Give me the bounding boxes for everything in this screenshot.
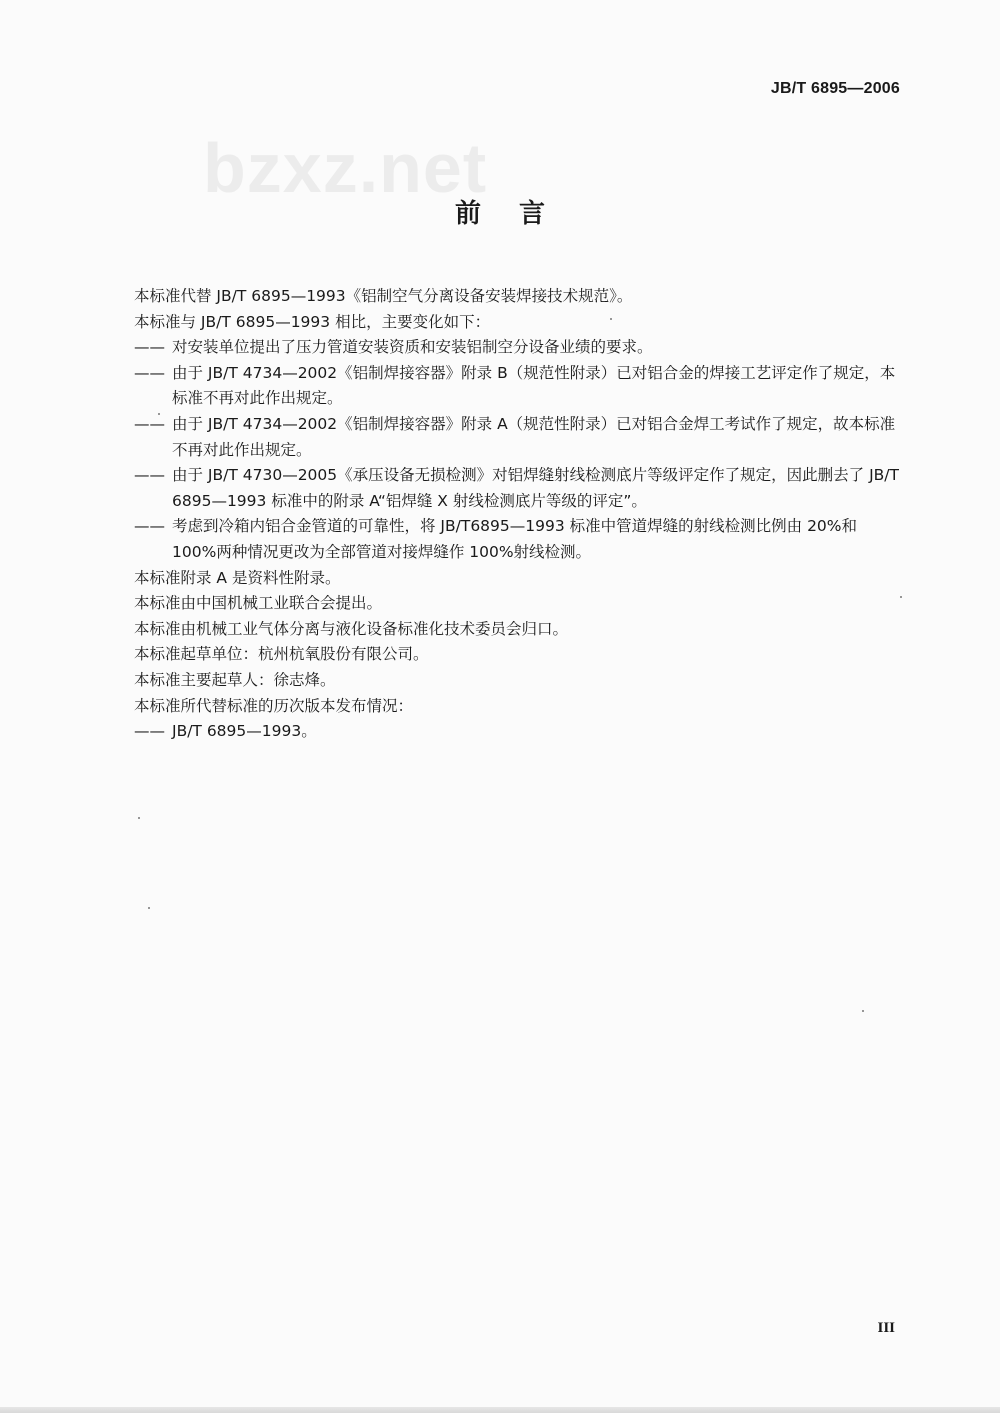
title-char-2: 言 bbox=[519, 199, 546, 229]
change-item bbox=[134, 514, 904, 565]
change-item-text: 由于 JB/T 4734—2002《铝制焊接容器》附录 A（规范性附录）已对铝合金焊工考试作了规定，故本标准不再对此作出规定。 bbox=[172, 414, 896, 459]
dash-marker: —— bbox=[134, 722, 165, 741]
foreword-body bbox=[134, 284, 904, 745]
change-item-text: 由于 JB/T 4730—2005《承压设备无损检测》对铝焊缝射线检测底片等级评定作了规定，因此删去了 JB/T 6895—1993 标准中的附录 A“铝焊缝 X 射线检测底片等级的评定”。 bbox=[172, 466, 899, 510]
scan-speck bbox=[158, 413, 160, 415]
scan-speck bbox=[138, 817, 140, 819]
change-item-text: 对安装单位提出了压力管道安装资质和安装铝制空分设备业绩的要求。 bbox=[172, 338, 653, 357]
dash-marker: —— bbox=[134, 466, 165, 485]
change-item-text: 考虑到冷箱内铝合金管道的可靠性，将 JB/T6895—1993 标准中管道焊缝的射线检测比例由 20%和 100%两种情况更改为全部管道对接焊缝作 100%射线检测。 bbox=[172, 517, 858, 561]
change-item bbox=[134, 335, 904, 361]
watermark: bzxz.net bbox=[203, 129, 488, 207]
paragraph-replaces: 本标准代替 JB/T 6895—1993《铝制空气分离设备安装焊接技术规范》。 bbox=[134, 287, 633, 305]
change-item-text: 由于 JB/T 4734—2002《铝制焊接容器》附录 B（规范性附录）已对铝合金的焊接工艺评定作了规定，本标准不再对此作出规定。 bbox=[172, 363, 896, 408]
change-item bbox=[134, 361, 904, 412]
note-appendix: 本标准附录 A 是资料性附录。 bbox=[134, 568, 341, 587]
note-centralized-by: 本标准由机械工业气体分离与液化设备标准化技术委员会归口。 bbox=[134, 619, 569, 638]
scan-speck bbox=[862, 1010, 864, 1012]
history-item-text: JB/T 6895—1993。 bbox=[172, 722, 317, 741]
scan-speck bbox=[900, 596, 902, 598]
document-code: JB/T 6895—2006 bbox=[770, 80, 900, 97]
history-item bbox=[134, 719, 904, 745]
dash-marker: —— bbox=[134, 414, 165, 433]
note-history-intro: 本标准所代替标准的历次版本发布情况： bbox=[134, 696, 414, 715]
title-char-1: 前 bbox=[454, 199, 481, 229]
change-item bbox=[134, 412, 904, 463]
page-number: III bbox=[877, 1320, 895, 1336]
page-title bbox=[0, 193, 1000, 230]
scan-speck bbox=[610, 318, 612, 320]
paragraph-changes-intro: 本标准与 JB/T 6895—1993 相比，主要变化如下： bbox=[134, 312, 491, 331]
note-drafting-unit: 本标准起草单位：杭州杭氧股份有限公司。 bbox=[134, 645, 429, 664]
note-drafter: 本标准主要起草人：徐志烽。 bbox=[134, 670, 336, 689]
change-item bbox=[134, 463, 904, 514]
dash-marker: —— bbox=[134, 363, 165, 382]
dash-marker: —— bbox=[134, 517, 165, 536]
scan-speck bbox=[148, 907, 150, 909]
dash-marker: —— bbox=[134, 338, 165, 357]
note-proposed-by: 本标准由中国机械工业联合会提出。 bbox=[134, 594, 383, 613]
page-bottom-edge bbox=[0, 1407, 1000, 1413]
